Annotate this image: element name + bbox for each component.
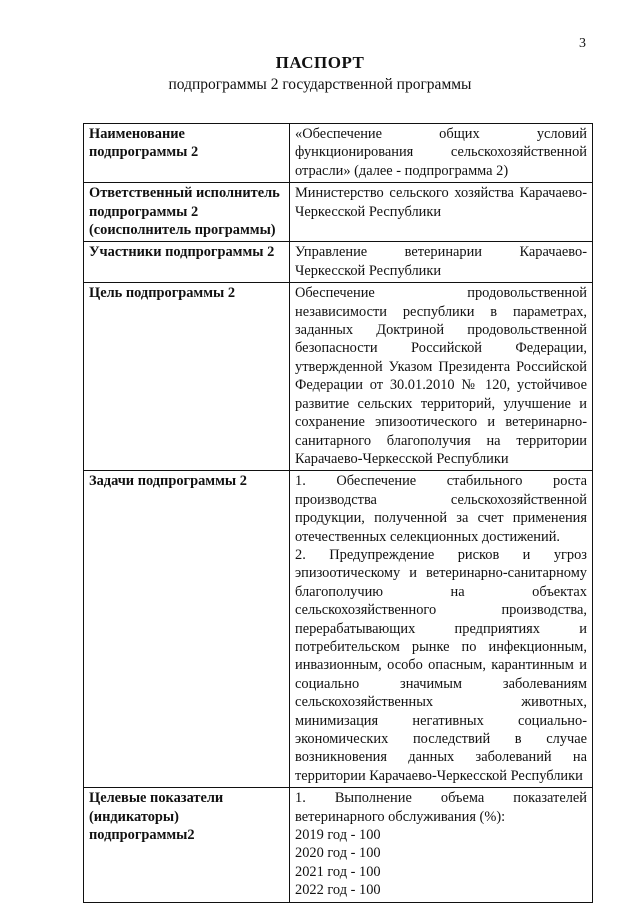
row-label: Целевые показатели (индикаторы) подпрограммы2 [84, 788, 290, 902]
row-label: Участники подпрограммы 2 [84, 242, 290, 283]
value-paragraph: Обеспечение продовольственной независимости республики в параметрах, заданных Доктриной продовольственной безопасности Российской Федерации, утвержденной Указом Президента Российской Федерации от 30.01.2010 № 120, устойчивое развитие сельских территорий, улучшение и сохранение эпизоотического и ветеринарно-санитарного благополучия на территории Карачаево-Черкесской Республики [295, 285, 587, 467]
row-value [290, 124, 593, 183]
row-label: Ответственный исполнитель подпрограммы 2 (соисполнитель программы) [84, 183, 290, 242]
value-paragraph: Министерство сельского хозяйства Карачаево-Черкесской Республики [295, 185, 587, 220]
value-paragraph: 1. Выполнение объема показателей ветеринарного обслуживания (%): [295, 790, 587, 825]
table-row [84, 183, 593, 242]
document-subtitle: подпрограммы 2 государственной программы [168, 76, 472, 93]
value-paragraph: «Обеспечение общих условий функционирования сельскохозяйственной отрасли» (далее - подпрограмма 2) [295, 126, 587, 179]
row-value [290, 183, 593, 242]
value-paragraph: 2019 год - 100 [295, 827, 381, 844]
value-paragraph: Управление ветеринарии Карачаево-Черкесской Республики [295, 244, 587, 279]
value-paragraph: 2022 год - 100 [295, 882, 381, 899]
page-number: 3 [579, 36, 586, 51]
row-value [290, 242, 593, 283]
table-row [84, 124, 593, 183]
row-label: Задачи подпрограммы 2 [84, 471, 290, 788]
table-row [84, 283, 593, 471]
row-label: Цель подпрограммы 2 [84, 283, 290, 471]
table-row [84, 788, 593, 902]
value-paragraph: 1. Обеспечение стабильного роста производства сельскохозяйственной продукции, полученной за счет применения отечественных селекционных достижений. [295, 473, 587, 545]
value-paragraph: 2. Предупреждение рисков и угроз эпизоотическому и ветеринарно-санитарному благополучию на объектах сельскохозяйственного производства, перерабатывающих предприятиях и потребительском рынке по инфекционным, инвазионным, особо опасным, карантинным и социально значимым заболеваниям сельскохозяйственных животных, минимизация негативных социально-экономических последствий в случае возникновения данных заболеваний на территории Карачаево-Черкесской Республики [295, 546, 587, 784]
row-label: Наименование подпрограммы 2 [84, 124, 290, 183]
passport-table [83, 123, 593, 903]
row-value [290, 788, 593, 902]
table-row [84, 242, 593, 283]
row-value [290, 471, 593, 788]
document-title: ПАСПОРТ [275, 53, 365, 72]
table-row [84, 471, 593, 788]
value-paragraph: 2020 год - 100 [295, 845, 381, 862]
value-paragraph: 2021 год - 100 [295, 863, 381, 880]
row-value [290, 283, 593, 471]
